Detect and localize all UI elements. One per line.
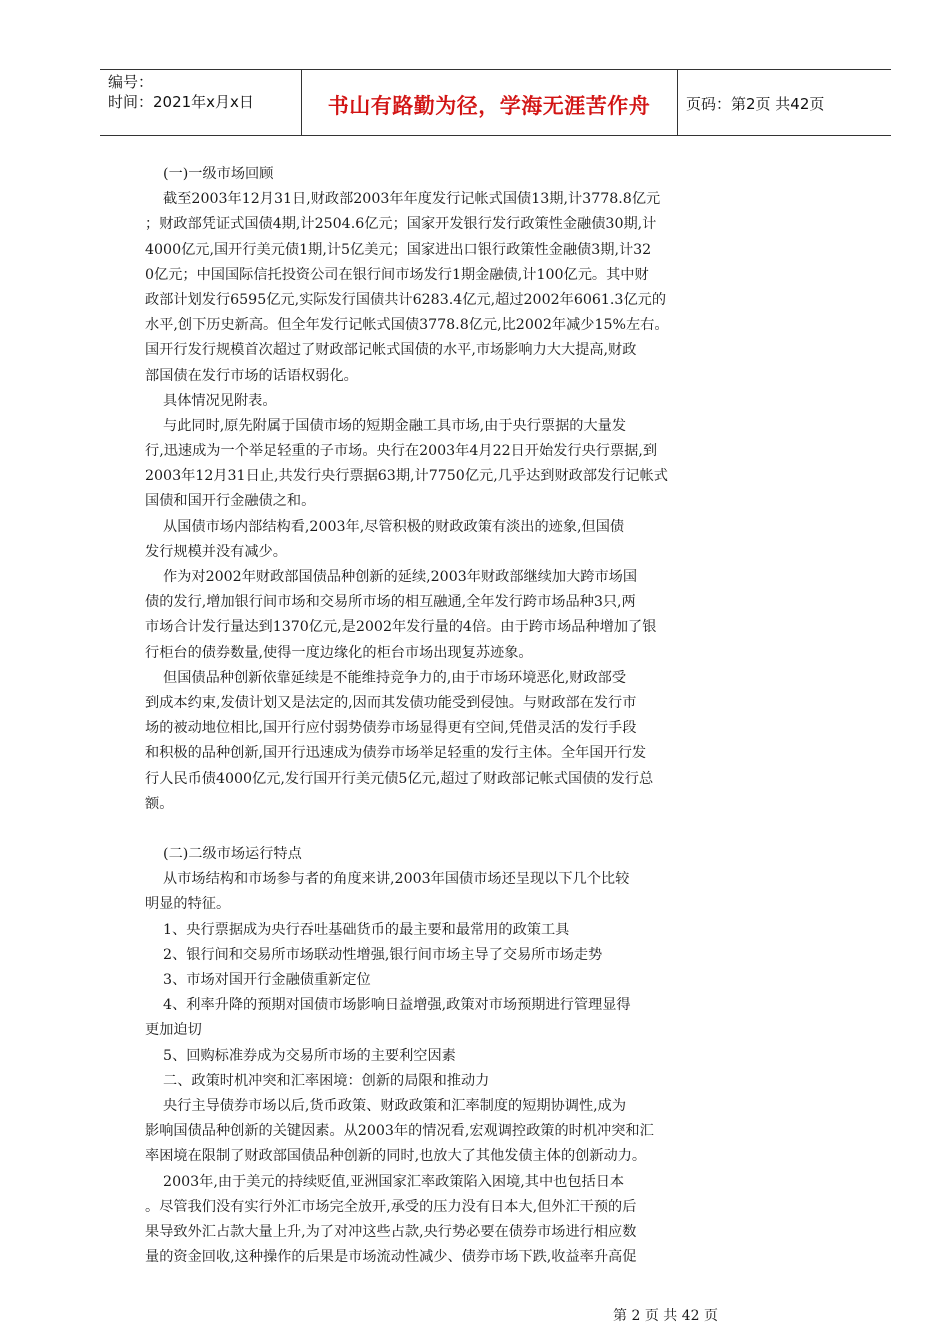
header-page-info: 页码：第2页 共42页 (686, 95, 825, 113)
text-line: 发行规模并没有减少。 (145, 543, 287, 560)
header-divider-2 (677, 70, 678, 135)
text-line: 从国债市场内部结构看,2003年,尽管积极的财政政策有淡出的迹象,但国债 (145, 518, 625, 535)
text-line: 2003年12月31日止,共发行央行票据63期,计7750亿元,几乎达到财政部发行记帐式 (145, 468, 668, 485)
text-line: 行柜台的债券数量,使得一度边缘化的柜台市场出现复苏迹象。 (145, 644, 533, 661)
text-line: (二)二级市场运行特点 (145, 846, 302, 863)
header-bottom-rule (100, 135, 891, 136)
text-line: 二、政策时机冲突和汇率困境：创新的局限和推动力 (145, 1072, 490, 1089)
text-line: 3、市场对国开行金融债重新定位 (145, 972, 371, 988)
number-label: 编号： (108, 73, 154, 91)
text-line: 2、银行间和交易所市场联动性增强,银行间市场主导了交易所市场走势 (145, 946, 603, 963)
text-line: 4000亿元,国开行美元债1期,计5亿美元；国家进出口银行政策性金融债3期,计32 (145, 241, 652, 258)
text-line: 水平,创下历史新高。但全年发行记帐式国债3778.8亿元,比2002年减少15%左右。 (145, 317, 669, 334)
time-label: 时间：2021年x月x日 (108, 93, 254, 111)
text-line: (一)一级市场回顾 (145, 166, 274, 182)
text-line: 部国债在发行市场的话语权弱化。 (145, 367, 358, 384)
text-line: 国开行发行规模首次超过了财政部记帐式国债的水平,市场影响力大大提高,财政 (145, 342, 637, 359)
text-line: 4、利率升降的预期对国债市场影响日益增强,政策对市场预期进行管理显得 (145, 997, 631, 1014)
paragraph-gap (145, 817, 805, 842)
header-meta (108, 72, 254, 112)
text-line: 。尽管我们没有实行外汇市场完全放开,承受的压力没有日本大,但外汇干预的后 (145, 1198, 637, 1215)
text-line: 更加迫切 (145, 1022, 202, 1039)
text-line: 额。 (145, 795, 174, 812)
header-top-rule (100, 69, 891, 70)
text-line: 5、回购标准券成为交易所市场的主要利空因素 (145, 1047, 456, 1064)
text-line: 量的资金回收,这种操作的后果是市场流动性减少、债券市场下跌,收益率升高促 (145, 1249, 637, 1266)
text-line: 2003年,由于美元的持续贬值,亚洲国家汇率政策陷入困境,其中也包括日本 (145, 1173, 625, 1190)
text-line: 作为对2002年财政部国债品种创新的延续,2003年财政部继续加大跨市场国 (145, 569, 638, 585)
text-line: 与此同时,原先附属于国债市场的短期金融工具市场,由于央行票据的大量发 (145, 417, 627, 434)
text-line: 1、央行票据成为央行吞吐基础货币的最主要和最常用的政策工具 (145, 921, 570, 938)
text-line: 政部计划发行6595亿元,实际发行国债共计6283.4亿元,超过2002年6061.3亿元的 (145, 291, 667, 308)
document-body (145, 162, 805, 1270)
text-line: 影响国债品种创新的关键因素。从2003年的情况看,宏观调控政策的时机冲突和汇 (145, 1123, 654, 1140)
text-line: 央行主导债券市场以后,货币政策、财政政策和汇率制度的短期协调性,成为 (145, 1097, 627, 1114)
text-line: ；财政部凭证式国债4期,计2504.6亿元；国家开发银行发行政策性金融债30期,计 (145, 216, 657, 233)
text-line: 行人民币债4000亿元,发行国开行美元债5亿元,超过了财政部记帐式国债的发行总 (145, 770, 654, 787)
text-line: 具体情况见附表。 (145, 392, 277, 409)
text-line: 到成本约束,发债计划又是法定的,因而其发债功能受到侵蚀。与财政部在发行市 (145, 694, 637, 711)
text-line: 明显的特征。 (145, 896, 231, 913)
text-line: 从市场结构和市场参与者的角度来讲,2003年国债市场还呈现以下几个比较 (145, 871, 630, 888)
text-line: 市场合计发行量达到1370亿元,是2002年发行量的4倍。由于跨市场品种增加了银 (145, 619, 657, 636)
footer-page-number: 第 2 页 共 42 页 (613, 1308, 718, 1324)
text-line: 债的发行,增加银行间市场和交易所市场的相互融通,全年发行跨市场品种3只,两 (145, 594, 636, 611)
text-line: 率困境在限制了财政部国债品种创新的同时,也放大了其他发债主体的创新动力。 (145, 1148, 647, 1165)
header-motto: 书山有路勤为径，学海无涯苦作舟 (327, 94, 651, 118)
text-line: 0亿元；中国国际信托投资公司在银行间市场发行1期金融债,计100亿元。其中财 (145, 266, 649, 283)
text-line: 截至2003年12月31日,财政部2003年年度发行记帐式国债13期,计3778.8亿元 (145, 191, 661, 208)
text-line: 和积极的品种创新,国开行迅速成为债券市场举足轻重的发行主体。全年国开行发 (145, 745, 647, 762)
text-line: 场的被动地位相比,国开行应付弱势债券市场显得更有空间,凭借灵活的发行手段 (145, 720, 637, 737)
text-line: 果导致外汇占款大量上升,为了对冲这些占款,央行势必要在债券市场进行相应数 (145, 1223, 637, 1240)
text-line: 国债和国开行金融债之和。 (145, 493, 316, 510)
text-line: 但国债品种创新依靠延续是不能维持竞争力的,由于市场环境恶化,财政部受 (145, 669, 627, 686)
text-line: 行,迅速成为一个举足轻重的子市场。央行在2003年4月22日开始发行央行票据,到 (145, 443, 658, 460)
